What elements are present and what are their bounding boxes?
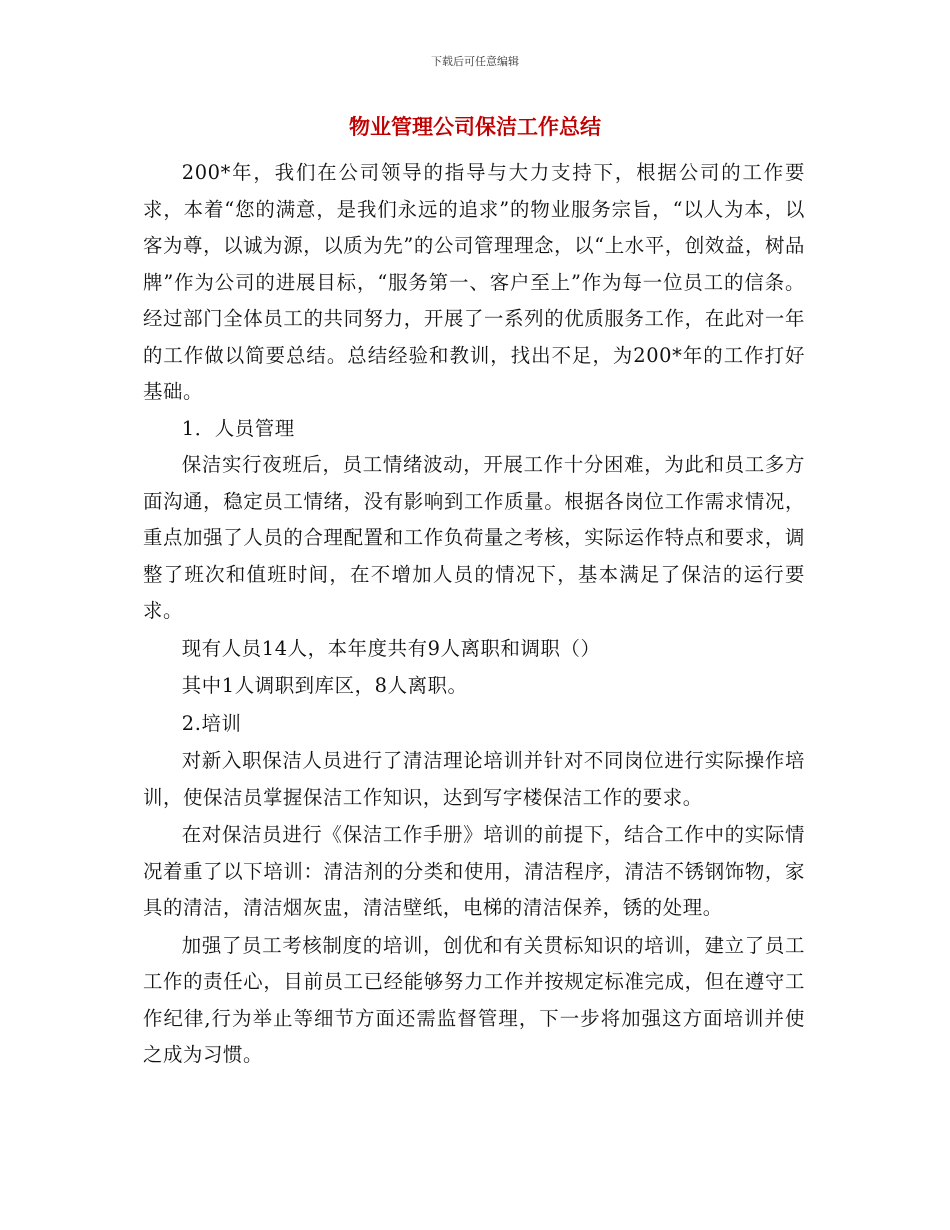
- page-header: 下载后可任意编辑: [431, 55, 519, 68]
- document-title: 物业管理公司保洁工作总结: [349, 115, 601, 139]
- paragraph-training-assessment: 加强了员工考核制度的培训，创优和有关贯标知识的培训，建立了员工工作的责任心，目前员工已经能够努力工作并按规定标准完成，但在遵守工作纪律,行为举止等细节方面还需监督管理，下一步将加强这方面培训并使之成为习惯。: [143, 933, 805, 1066]
- document-body: [143, 155, 805, 1074]
- paragraph-training-new: 对新入职保洁人员进行了清洁理论培训并针对不同岗位进行实际操作培训，使保洁员掌握保洁工作知识，达到写字楼保洁工作的要求。: [143, 749, 805, 809]
- paragraph-staff-count: 现有人员14人，本年度共有9人离职和调职（）: [181, 636, 601, 660]
- heading-training: 2.培训: [181, 711, 242, 735]
- paragraph-personnel: 保洁实行夜班后，员工情绪波动，开展工作十分困难，为此和员工多方面沟通，稳定员工情绪，没有影响到工作质量。根据各岗位工作需求情况，重点加强了人员的合理配置和工作负荷量之考核，实际运作特点和要求，调整了班次和值班时间，在不增加人员的情况下，基本满足了保洁的运行要求。: [143, 453, 805, 622]
- paragraph-intro: 200*年，我们在公司领导的指导与大力支持下，根据公司的工作要求，本着“您的满意，是我们永远的追求”的物业服务宗旨，“以人为本，以客为尊，以诚为源，以质为先”的公司管理理念，以“上水平，创效益，树品牌”作为公司的进展目标，“服务第一、客户至上”作为每一位员工的信条。经过部门全体员工的共同努力，开展了一系列的优质服务工作，在此对一年的工作做以简要总结。总结经验和教训，找出不足，为200*年的工作打好基础。: [143, 161, 805, 403]
- paragraph-staff-transfer: 其中1人调职到库区，8人离职。: [181, 674, 468, 697]
- paragraph-training-manual: 在对保洁员进行《保洁工作手册》培训的前提下，结合工作中的实际情况着重了以下培训：清洁剂的分类和使用，清洁程序，清洁不锈钢饰物，家具的清洁，清洁烟灰盅，清洁壁纸，电梯的清洁保养，锈的处理。: [143, 823, 805, 919]
- heading-personnel-management: 1．人员管理: [181, 416, 295, 440]
